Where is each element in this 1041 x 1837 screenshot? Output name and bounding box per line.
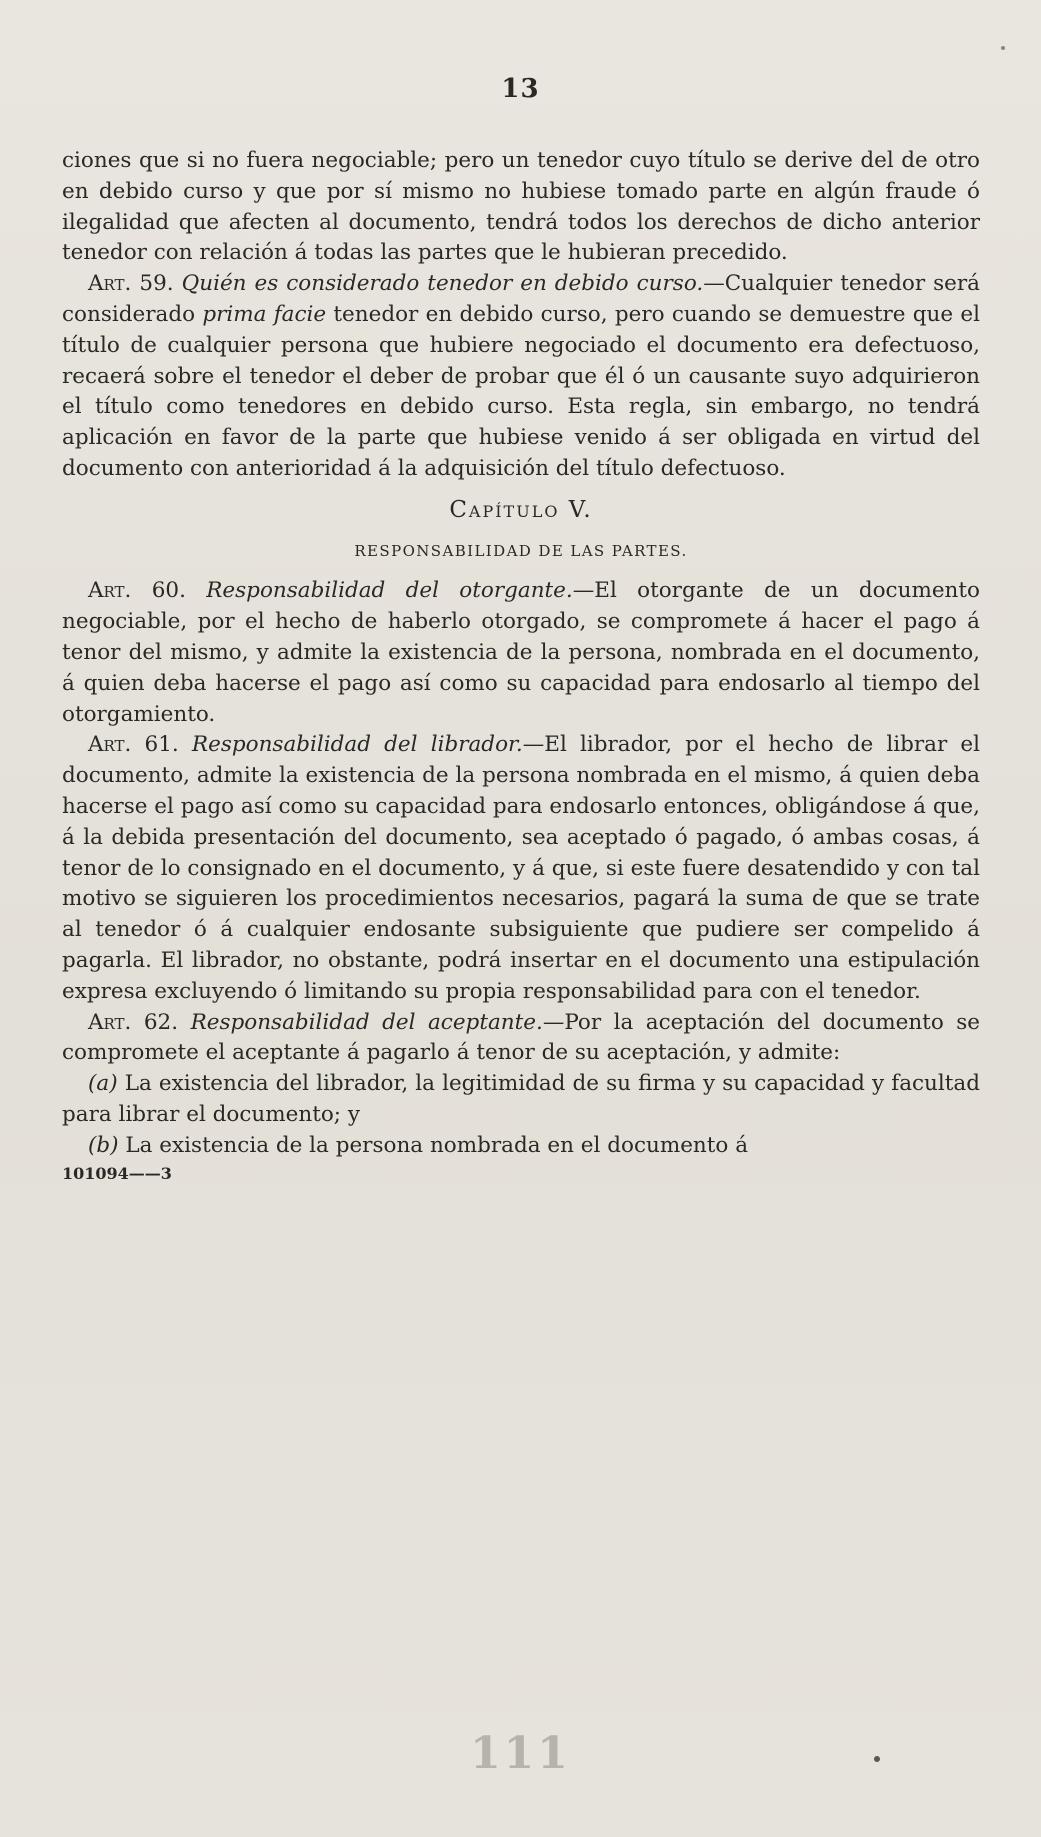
paragraph-continuation: ciones que si no fuera negociable; pero un tenedor cuyo título se derive del de otro en debido curso y que por sí mismo no hubiese tomado parte en algún fraude ó ilegalidad que afecten al documento, tendrá todos los derechos de dicho anterior tenedor con relación á todas las partes que le hubieran precedido. [62, 148, 980, 266]
article-text: tenedor en debido curso, pero cuando se demuestre que el título de cualquier persona que hubiere negociado el documento era defectuoso, recaerá sobre el tenedor el deber de probar que él ó un causante suyo adquirieron el título como tenedores en debido curso. Esta regla, sin embargo, no tendrá aplicación en favor de la parte que hubiese venido á ser obligada en virtud del documento con anterioridad á la adquisición del título defectuoso. [62, 301, 981, 481]
ink-speck [874, 1756, 880, 1762]
article-59 [62, 269, 980, 485]
article-62 [62, 1008, 980, 1070]
article-heading: Responsabilidad del librador. [191, 732, 523, 758]
page-stamp: 111 [470, 1728, 571, 1779]
article-text: —El otorgante de un documento negociable, por el hecho de haberlo otorgado, se compromete á hacer el pago á tenor del mismo, y admite la existencia de la persona, nombrada en el documento, á quien deba hacerse el pago así como su capacidad para endosarlo al tiempo del otorgamiento. [62, 578, 980, 727]
article-text: —El librador, por el hecho de librar el documento, admite la existencia de la persona nombrada en el mismo, á quien deba hacerse el pago así como su capacidad para endosarlo entonces, obligándose á que, á la debida presentación del documento, sea aceptado ó pagado, ó ambas cosas, á tenor de lo consignado en el documento, y á que, si este fuere desatendido y con tal motivo se siguieren los procedimientos necesarios, pagará la suma de que se trate al tenedor ó á cualquier endosante subsiguiente que pudiere ser compelido á pagarla. El librador, no obstante, podrá insertar en el documento una estipulación expresa excluyendo ó limitando su propia responsabilidad para con el tenedor. [62, 732, 980, 1004]
latin-term: prima facie [202, 301, 327, 327]
article-text: —Cualquier tenedor será considerado [62, 271, 980, 327]
item-text: La existencia de la persona nombrada en el documento á [118, 1132, 749, 1158]
printer-signature: 101094——3 [62, 1163, 172, 1183]
item-marker: (b) [88, 1132, 119, 1158]
item-text: La existencia del librador, la legitimidad de su firma y su capacidad y facultad para librar el documento; y [62, 1071, 980, 1127]
article-label: Art. 60. [88, 578, 186, 604]
chapter-title: Capítulo V. [449, 496, 593, 523]
article-heading: Responsabilidad del aceptante. [190, 1009, 543, 1035]
ink-speck [1001, 46, 1005, 50]
page-number: 13 [501, 74, 540, 104]
item-marker: (a) [88, 1071, 118, 1097]
article-label: Art. 62. [88, 1009, 179, 1035]
article-heading: Quién es considerado tenedor en debido curso. [181, 271, 704, 297]
article-label: Art. 59. [88, 271, 174, 297]
article-61 [62, 730, 980, 1007]
article-heading: Responsabilidad del otorgante. [206, 578, 573, 604]
article-label: Art. 61. [88, 732, 179, 758]
list-item-a [62, 1069, 980, 1131]
article-60 [62, 576, 980, 730]
chapter-subtitle: RESPONSABILIDAD DE LAS PARTES. [354, 541, 688, 560]
list-item-b [62, 1131, 980, 1162]
article-text: —Por la aceptación del documento se compromete el aceptante á pagarlo á tenor de su aceptación, y admite: [62, 1009, 981, 1066]
body-text [62, 146, 980, 1185]
